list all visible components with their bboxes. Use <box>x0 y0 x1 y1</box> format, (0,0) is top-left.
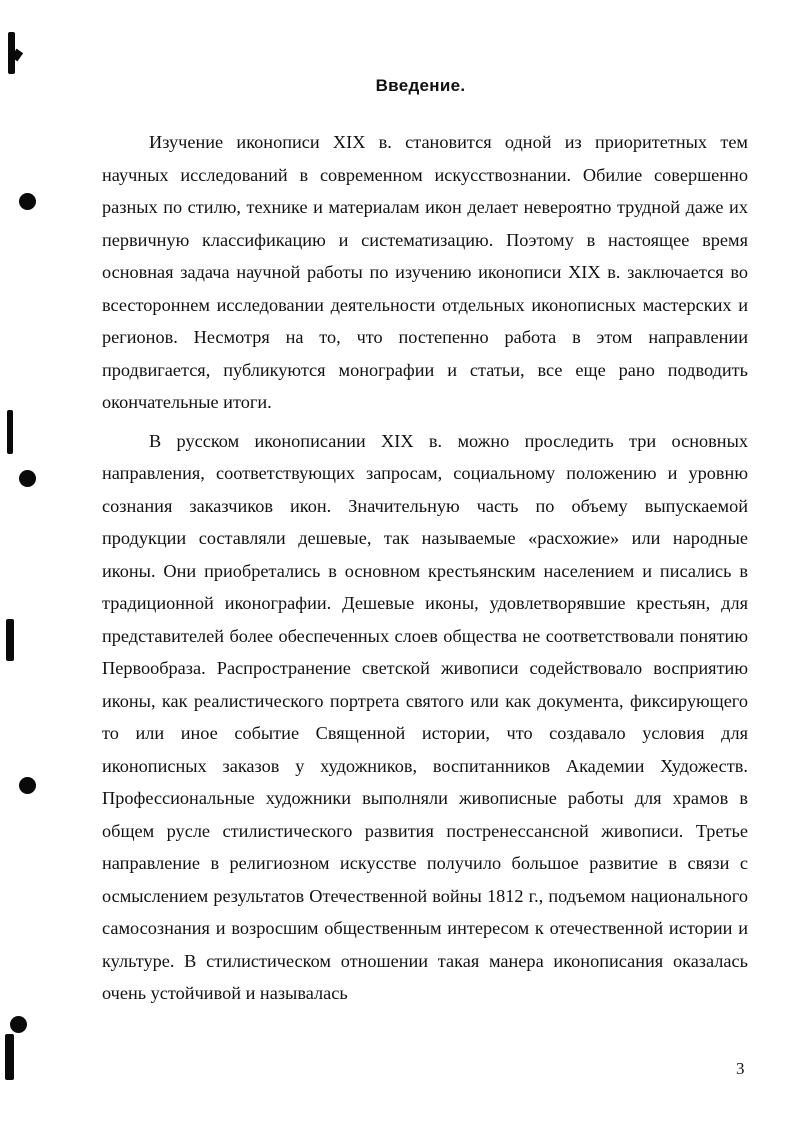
scan-edge-mark <box>5 1034 14 1080</box>
page-number: 3 <box>736 1059 745 1078</box>
punch-hole <box>19 470 36 487</box>
body-text <box>102 126 748 1010</box>
paragraph: Изучение иконописи XIX в. становится одной из приоритетных тем научных исследований в современном искусствознании. Обилие совершенно разных по стилю, технике и материалам икон делает невероятно трудной даже их первичную классификацию и систематизацию. Поэтому в настоящее время основная задача научной работы по изучению иконописи XIX в. заключается во всестороннем исследовании деятельности отдельных иконописных мастерских и регионов. Несмотря на то, что постепенно работа в этом направлении продвигается, публикуются монографии и статьи, все еще рано подводить окончательные итоги. <box>102 132 748 412</box>
punch-hole <box>10 1016 27 1033</box>
punch-hole <box>19 777 36 794</box>
scan-edge-mark <box>6 619 14 661</box>
scan-edge-mark <box>7 410 13 454</box>
punch-hole <box>19 193 36 210</box>
paragraph: В русском иконописании XIX в. можно проследить три основных направления, соответствующих запросам, социальному положению и уровню сознания заказчиков икон. Значительную часть по объему выпускаемой продукции составляли дешевые, так называемые «расхожие» или народные иконы. Они приобретались в основном крестьянским населением и писались в традиционной иконографии. Дешевые иконы, удовлетворявшие крестьян, для представителей более обеспеченных слоев общества не соответствовали понятию Первообраза. Распространение светской живописи содействовало восприятию иконы, как реалистического портрета святого или как документа, фиксирующего то или иное событие Священной истории, что создавало условия для иконописных заказов у художников, воспитанников Академии Художеств. Профессиональные художники выполняли живописные работы для храмов в общем русле стилистического развития постренессансной живописи. Третье направление в религиозном искусстве получило большое развитие в связи с осмыслением результатов Отечественной войны 1812 г., подъемом национального самосознания и возросшим общественным интересом к отечественной истории и культуре. В стилистическом отношении такая манера иконописания оказалась очень устойчивой и называлась <box>102 430 748 1003</box>
page-title: Введение. <box>375 76 466 95</box>
